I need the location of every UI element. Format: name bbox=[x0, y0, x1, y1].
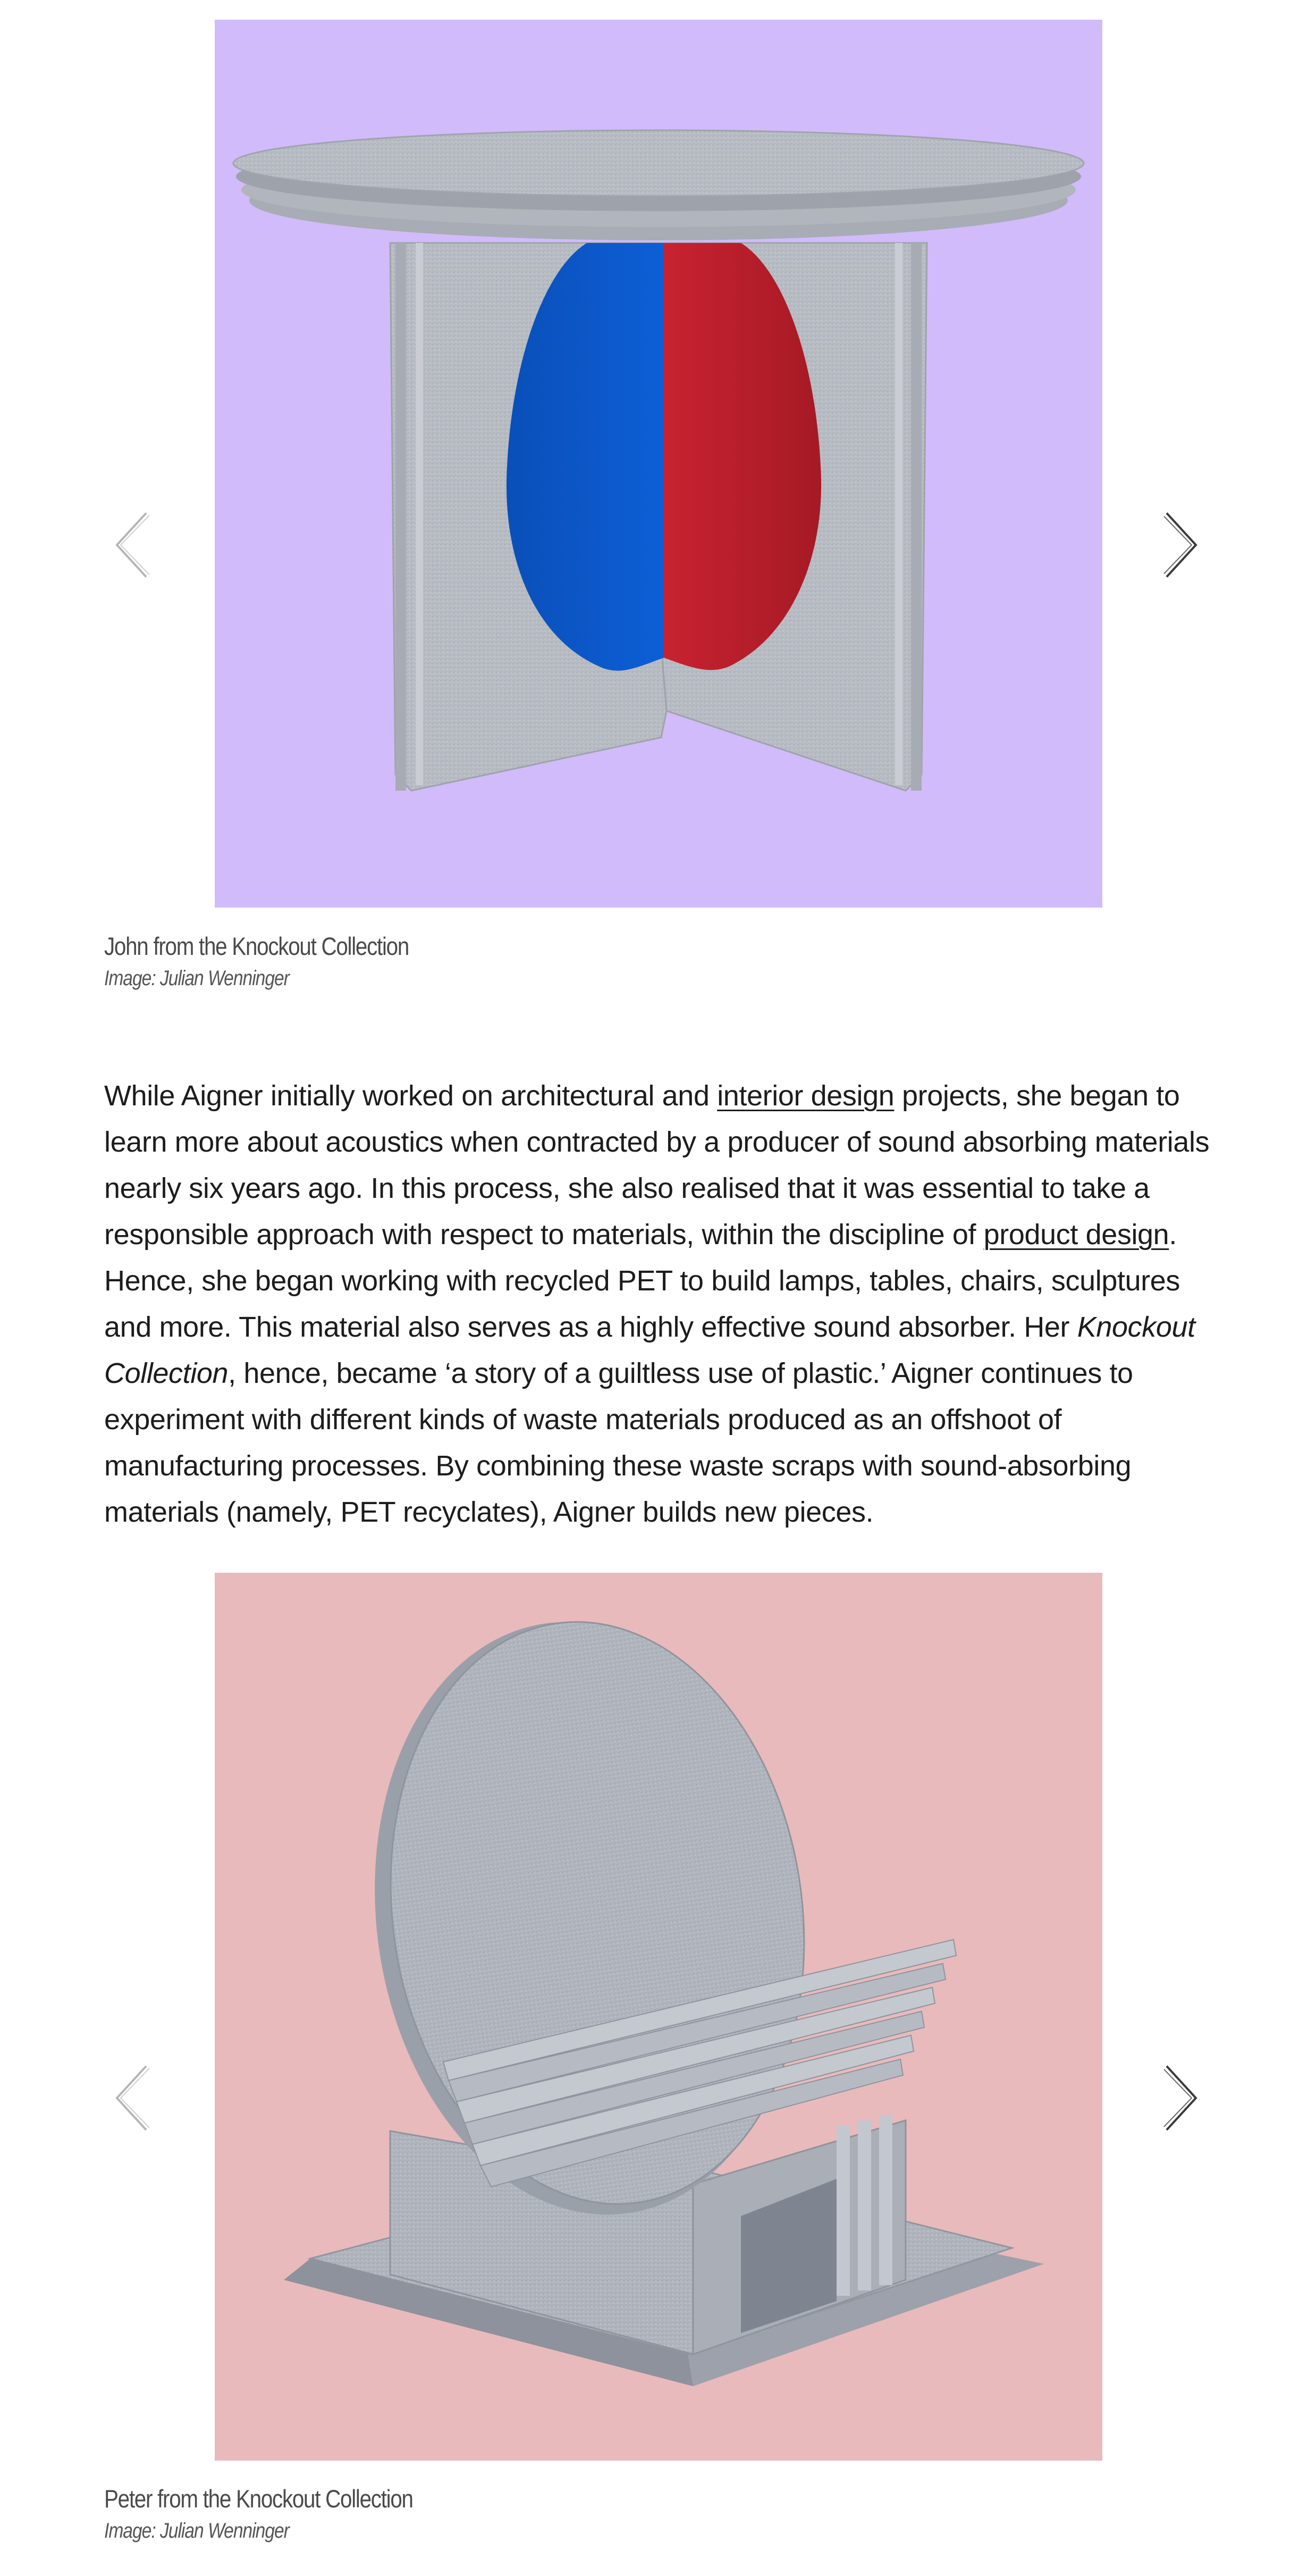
caption-title: Peter from the Knockout Collection bbox=[104, 2485, 413, 2513]
collection-name: Knockout Collection bbox=[104, 1311, 1195, 1389]
text-run: While Aigner initially worked on architectural and bbox=[104, 1080, 718, 1112]
text-run: , hence, became ‘a story of a guiltless use of plastic.’ Aigner continues to experiment with different kinds of waste materials produced as an offshoot of manufacturing processes. By combining these waste scraps with sound-absorbing materials (namely, PET recyclates), Aigner builds new pieces. bbox=[104, 1357, 1133, 1528]
gallery1-caption bbox=[104, 930, 1188, 994]
gallery1-prev-button[interactable] bbox=[109, 508, 157, 582]
product-design-link[interactable]: product design bbox=[983, 1219, 1169, 1251]
chevron-right-icon bbox=[1159, 508, 1206, 582]
chevron-left-icon bbox=[109, 2061, 157, 2135]
gallery1-next-button[interactable] bbox=[1159, 508, 1206, 582]
gallery-image-peter-chair bbox=[215, 1573, 1102, 2461]
chevron-left-icon bbox=[109, 508, 157, 582]
chevron-right-icon bbox=[1159, 2061, 1206, 2135]
peter-chair-illustration bbox=[215, 1573, 1102, 2461]
text-run: projects, she began to learn more about acoustics when contracted by a producer of sound absorbing materials nearly six years ago. In this process, she also realised that it was essential to take a responsible approach with respect to materials, within the discipline of bbox=[104, 1080, 1210, 1251]
gallery2-prev-button[interactable] bbox=[109, 2061, 157, 2135]
gallery2-caption bbox=[104, 2483, 1188, 2547]
gallery2-next-button[interactable] bbox=[1159, 2061, 1206, 2135]
text-run: . Hence, she began working with recycled PET to build lamps, tables, chairs, sculptures and more. This material also serves as a highly effective sound absorber. Her bbox=[104, 1219, 1180, 1343]
gallery-image-john-table bbox=[215, 20, 1102, 908]
caption-credit: Image: Julian Wenninger bbox=[104, 967, 289, 990]
article-paragraph bbox=[104, 1073, 1226, 1535]
interior-design-link[interactable]: interior design bbox=[717, 1080, 895, 1112]
caption-title: John from the Knockout Collection bbox=[104, 932, 409, 960]
caption-credit: Image: Julian Wenninger bbox=[104, 2519, 289, 2543]
john-table-illustration bbox=[215, 20, 1102, 908]
